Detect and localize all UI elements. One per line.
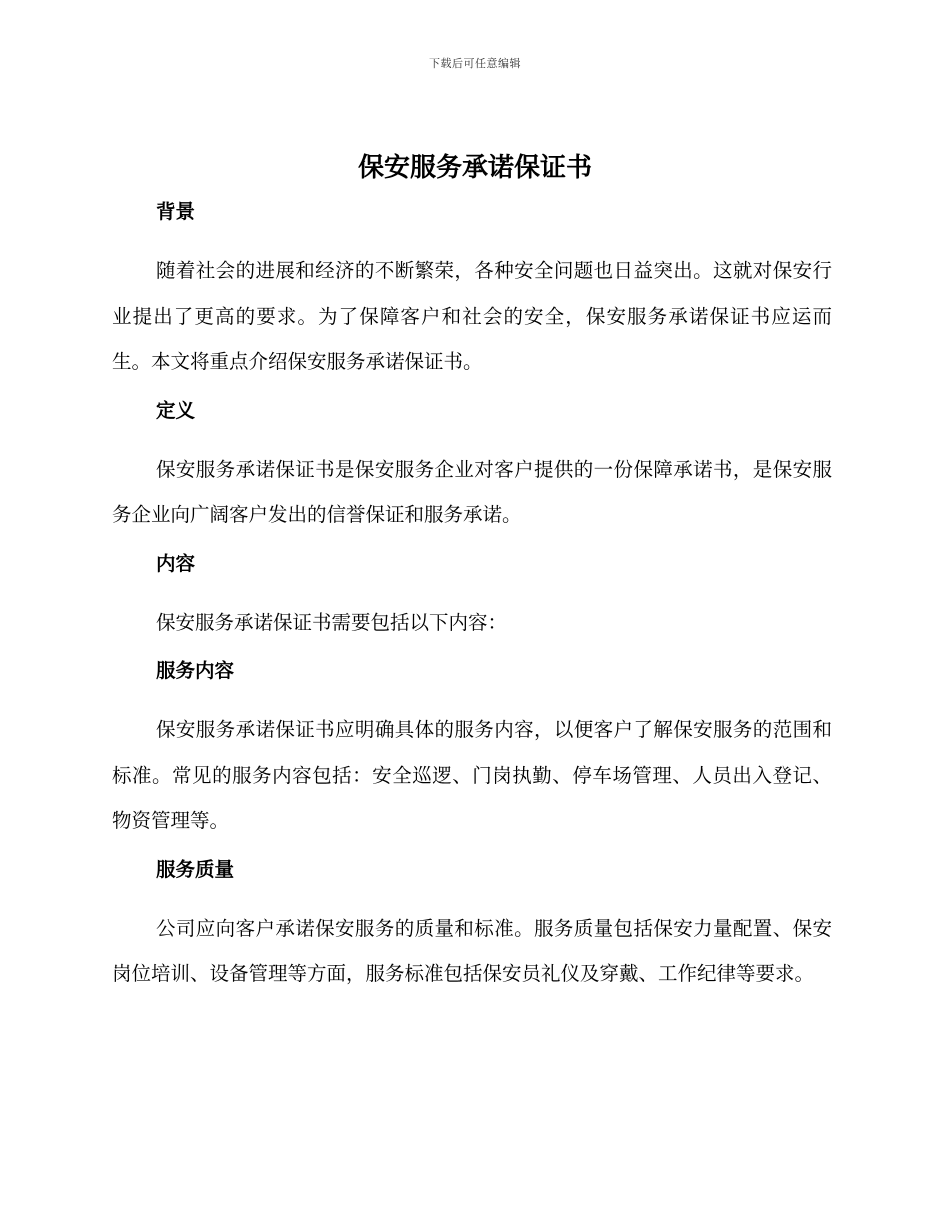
section-paragraph-definition: 保安服务承诺保证书是保安服务企业对客户提供的一份保障承诺书，是保安服务企业向广阔客户发出的信誉保证和服务承诺。	[112, 457, 832, 526]
section-heading-service-content: 服务内容	[156, 659, 235, 682]
section-heading-contents: 内容	[156, 551, 196, 575]
section-heading-background: 背景	[156, 200, 196, 223]
section-heading-definition: 定义	[156, 398, 196, 422]
document-title: 保安服务承诺保证书	[357, 153, 592, 183]
section-paragraph-service-quality: 公司应向客户承诺保安服务的质量和标准。服务质量包括保安力量配置、保安岗位培训、设备管理等方面，服务标准包括保安员礼仪及穿戴、工作纪律等要求。	[112, 916, 832, 985]
header-note: 下载后可任意编辑	[429, 57, 521, 70]
section-paragraph-background: 随着社会的进展和经济的不断繁荣，各种安全问题也日益突出。这就对保安行业提出了更高的要求。为了保障客户和社会的安全，保安服务承诺保证书应运而生。本文将重点介绍保安服务承诺保证书。	[112, 259, 832, 373]
section-heading-service-quality: 服务质量	[156, 857, 235, 881]
section-paragraph-service-content: 保安服务承诺保证书应明确具体的服务内容，以便客户了解保安服务的范围和标准。常见的服务内容包括：安全巡逻、门岗执勤、停车场管理、人员出入登记、物资管理等。	[112, 718, 832, 832]
document-body	[112, 196, 832, 997]
section-paragraph-contents: 保安服务承诺保证书需要包括以下内容：	[156, 610, 508, 634]
